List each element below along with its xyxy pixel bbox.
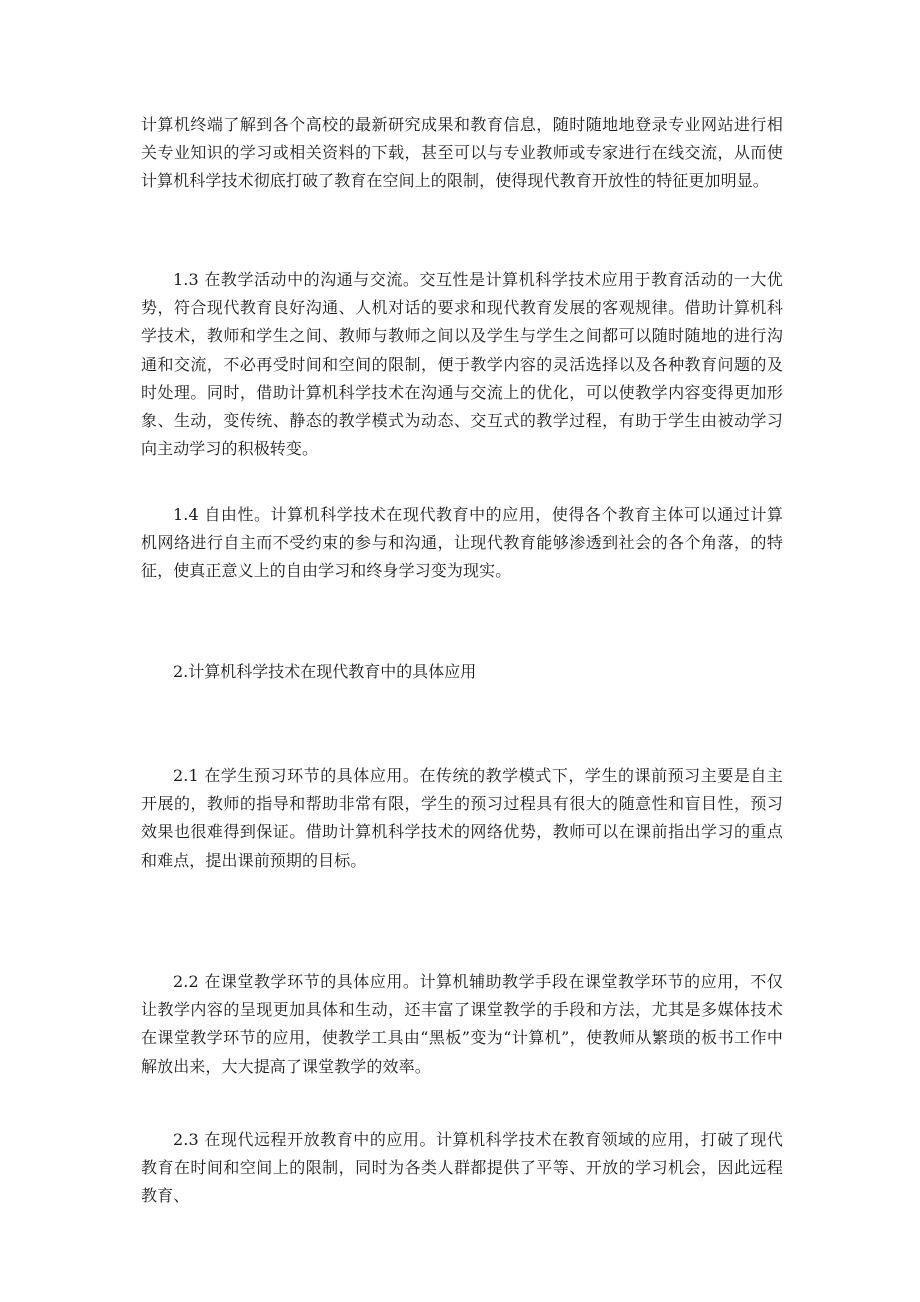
- paragraph-section-2-3: 2.3 在现代远程开放教育中的应用。计算机科学技术在教育领域的应用，打破了现代教育在时间和空间上的限制，同时为各类人群都提供了平等、开放的学习机会，因此远程教育、: [141, 1130, 783, 1206]
- paragraph-intro-continuation: 计算机终端了解到各个高校的最新研究成果和教育信息，随时随地地登录专业网站进行相关专业知识的学习或相关资料的下载，甚至可以与专业教师或专家进行在线交流，从而使计算机科学技术彻底打破了教育在空间上的限制，使得现代教育开放性的特征更加明显。: [141, 115, 783, 191]
- paragraph-section-1-3: 1.3 在教学活动中的沟通与交流。交互性是计算机科学技术应用于教育活动的一大优势，符合现代教育良好沟通、人机对话的要求和现代教育发展的客观规律。借助计算机科学技术，教师和学生之间、教师与教师之间以及学生与学生之间都可以随时随地的进行沟通和交流，不必再受时间和空间的限制，便于教学内容的灵活选择以及各种教育问题的及时处理。同时，借助计算机科学技术在沟通与交流上的优化，可以使教学内容变得更加形象、生动，变传统、静态的教学模式为动态、交互式的教学过程，有助于学生由被动学习向主动学习的积极转变。: [141, 270, 783, 459]
- paragraph-section-1-4: 1.4 自由性。计算机科学技术在现代教育中的应用，使得各个教育主体可以通过计算机网络进行自主而不受约束的参与和沟通，让现代教育能够渗透到社会的各个角落，的特征，使真正意义上的自由学习和终身学习变为现实。: [141, 505, 783, 581]
- paragraph-section-2-2: 2.2 在课堂教学环节的具体应用。计算机辅助教学手段在课堂教学环节的应用，不仅让教学内容的呈现更加具体和生动，还丰富了课堂教学的手段和方法，尤其是多媒体技术在课堂教学环节的应用，使教学工具由“黑板”变为“计算机”，使教师从繁琐的板书工作中解放出来，大大提高了课堂教学的效率。: [141, 972, 783, 1076]
- section-heading-2: 2.计算机科学技术在现代教育中的具体应用: [173, 662, 477, 681]
- paragraph-section-2-1: 2.1 在学生预习环节的具体应用。在传统的教学模式下，学生的课前预习主要是自主开展的，教师的指导和帮助非常有限，学生的预习过程具有很大的随意性和盲目性，预习效果也很难得到保证。借助计算机科学技术的网络优势，教师可以在课前指出学习的重点和难点，提出课前预期的目标。: [141, 766, 783, 870]
